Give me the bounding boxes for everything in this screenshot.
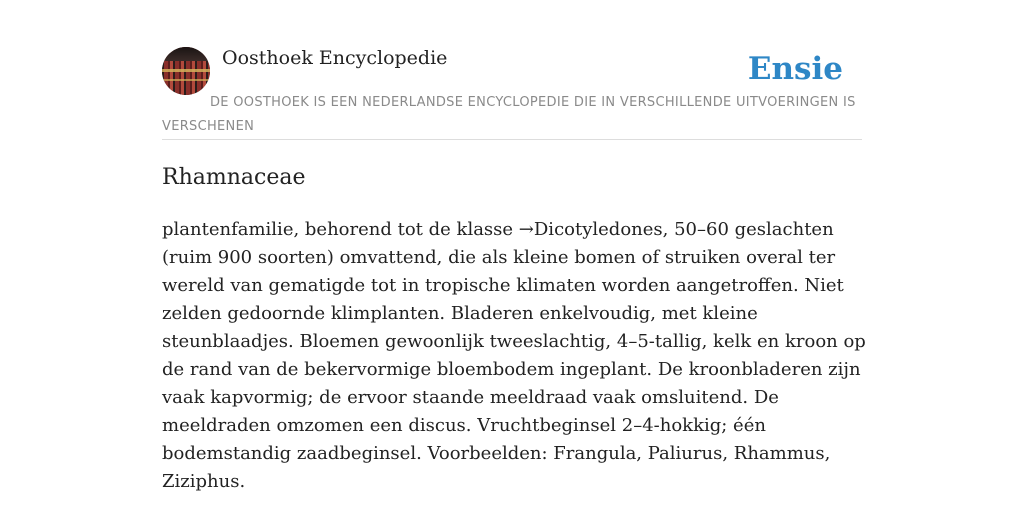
avatar-gold-band — [162, 69, 210, 72]
site-tagline: DE OOSTHOEK IS EEN NEDERLANDSE ENCYCLOPEDIE DIE IN VERSCHILLENDE UITVOERINGEN IS VERSCHENEN — [162, 95, 856, 134]
entry-text-rest: , 50–60 geslachten (ruim 900 soorten) omvattend, die als kleine bomen of struiken overal ter wereld van gematigde tot in tropische klimaten worden aangetroffen. Niet zelden gedoornde klimplanten. Bladeren enkelvoudig, met kleine steunblaadjes. Bloemen gewoonlijk tweeslachtig, 4–5-tallig, kelk en kroon op de rand van de bekervormige bloembodem ingeplant. De kroonbladeren zijn vaak kapvormig; de ervoor staande meeldraad vaak omsluitend. De meeldraden omzomen een discus. Vruchtbeginsel 2–4-hokkig; één bodemstandig zaadbeginsel. Voorbeelden: Frangula, Paliurus, Rhammus, Ziziphus. — [162, 219, 866, 492]
entry-card — [162, 44, 866, 492]
entry-title: Rhamnaceae — [162, 165, 306, 190]
entry-text-start: plantenfamilie, behorend tot de klasse — [162, 219, 519, 240]
brand-logo[interactable]: Ensie — [747, 51, 843, 87]
book-spines-icon[interactable] — [162, 47, 210, 95]
site-header — [162, 44, 862, 140]
avatar-gold-band-lower — [162, 79, 210, 81]
cross-reference-link[interactable]: Dicotyledones — [533, 219, 663, 240]
site-title[interactable]: Oosthoek Encyclopedie — [222, 47, 448, 69]
cross-reference-arrow-icon: → — [518, 219, 534, 240]
entry-body — [162, 216, 867, 496]
avatar-shelf — [162, 47, 210, 61]
